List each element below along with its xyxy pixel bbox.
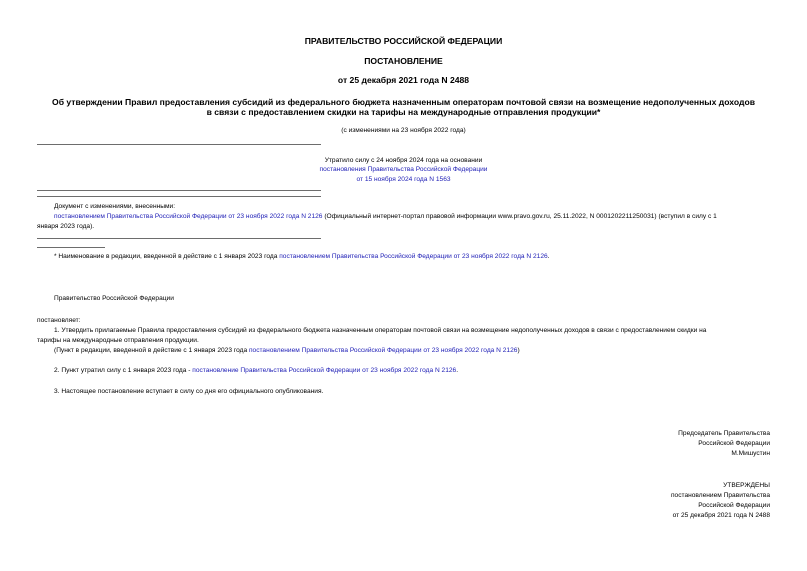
item-2-end: . [456,367,459,374]
item-1-note [54,346,520,355]
changes-intro: Документ с изменениями, внесенными: [54,203,176,210]
amendments-note: (с изменениями на 23 ноября 2022 года) [341,127,466,134]
approved-date: от 25 декабря 2021 года N 2488 [672,512,770,519]
signature-name: М.Мишустин [731,450,770,457]
approved-heading: УТВЕРЖДЕНЫ [723,482,770,489]
separator-line [37,238,321,239]
item-3: 3. Настоящее постановление вступает в силу со дня его официального опубликования. [54,388,324,395]
footnote-end: . [547,253,550,260]
item-1-note-link[interactable]: постановлением Правительства Российской Федерации от 23 ноября 2022 года N 2126 [248,347,518,354]
approved-by: постановлением Правительства [670,492,770,499]
item-1-note-text: (Пункт в редакции, введенной в действие с 1 января 2023 года [54,347,249,354]
item-2-text: 2. Пункт утратил силу с 1 января 2023 года - [54,367,193,374]
changes-line-2: января 2023 года). [37,223,95,230]
changes-line-1 [54,212,717,221]
signature-country: Российской Федерации [698,440,770,447]
separator-line [37,190,321,191]
document-title-line-1: Об утверждении Правил предоставления субсидий из федерального бюджета назначенным операторам почтовой связи на возмещение недополученных доходов [52,97,755,107]
repeal-decree-link-date[interactable]: от 15 ноября 2024 года N 1563 [356,176,451,183]
footnote-text: * Наименование в редакции, введенной в действие с 1 января 2023 года [54,253,280,260]
government-label: Правительство Российской Федерации [54,295,174,302]
validity-notice: Утратило силу с 24 ноября 2024 года на основании [324,157,483,164]
decrees-word: постановляет: [37,317,81,324]
changes-source-text: (Официальный интернет-портал правовой информации www.pravo.gov.ru, 25.11.2022, N 0001202211250031) (вступил в силу с 1 [322,213,717,220]
footnote [54,252,550,261]
item-2-link[interactable]: постановление Правительства Российской Федерации от 23 ноября 2022 года N 2126 [192,367,457,374]
separator-line [37,144,321,145]
document-type-heading: ПОСТАНОВЛЕНИЕ [364,56,443,66]
footnote-separator [37,247,105,248]
item-1-line-1: 1. Утвердить прилагаемые Правила предоставления субсидий из федерального бюджета назначенным операторам почтовой связи на возмещение недополученных доходов в связи с предоставлением скидки на [54,327,707,334]
separator-line [37,196,321,197]
signature-position: Председатель Правительства [678,430,770,437]
government-heading: ПРАВИТЕЛЬСТВО РОССИЙСКОЙ ФЕДЕРАЦИИ [304,36,503,46]
item-2 [54,366,458,375]
amending-decree-link[interactable]: постановлением Правительства Российской Федерации от 23 ноября 2022 года N 2126 [54,213,323,220]
document-date-number: от 25 декабря 2021 года N 2488 [337,75,470,85]
repeal-decree-link[interactable]: постановления Правительства Российской Федерации [319,166,488,173]
approved-country: Российской Федерации [698,502,770,509]
document-title-line-2: в связи с предоставлением скидки на тарифы на международные отправления продукции* [206,107,601,117]
item-1-note-end: ) [517,347,520,354]
item-1-line-2: тарифы на международные отправления продукции. [37,337,199,344]
footnote-decree-link[interactable]: постановлением Правительства Российской Федерации от 23 ноября 2022 года N 2126 [279,253,548,260]
